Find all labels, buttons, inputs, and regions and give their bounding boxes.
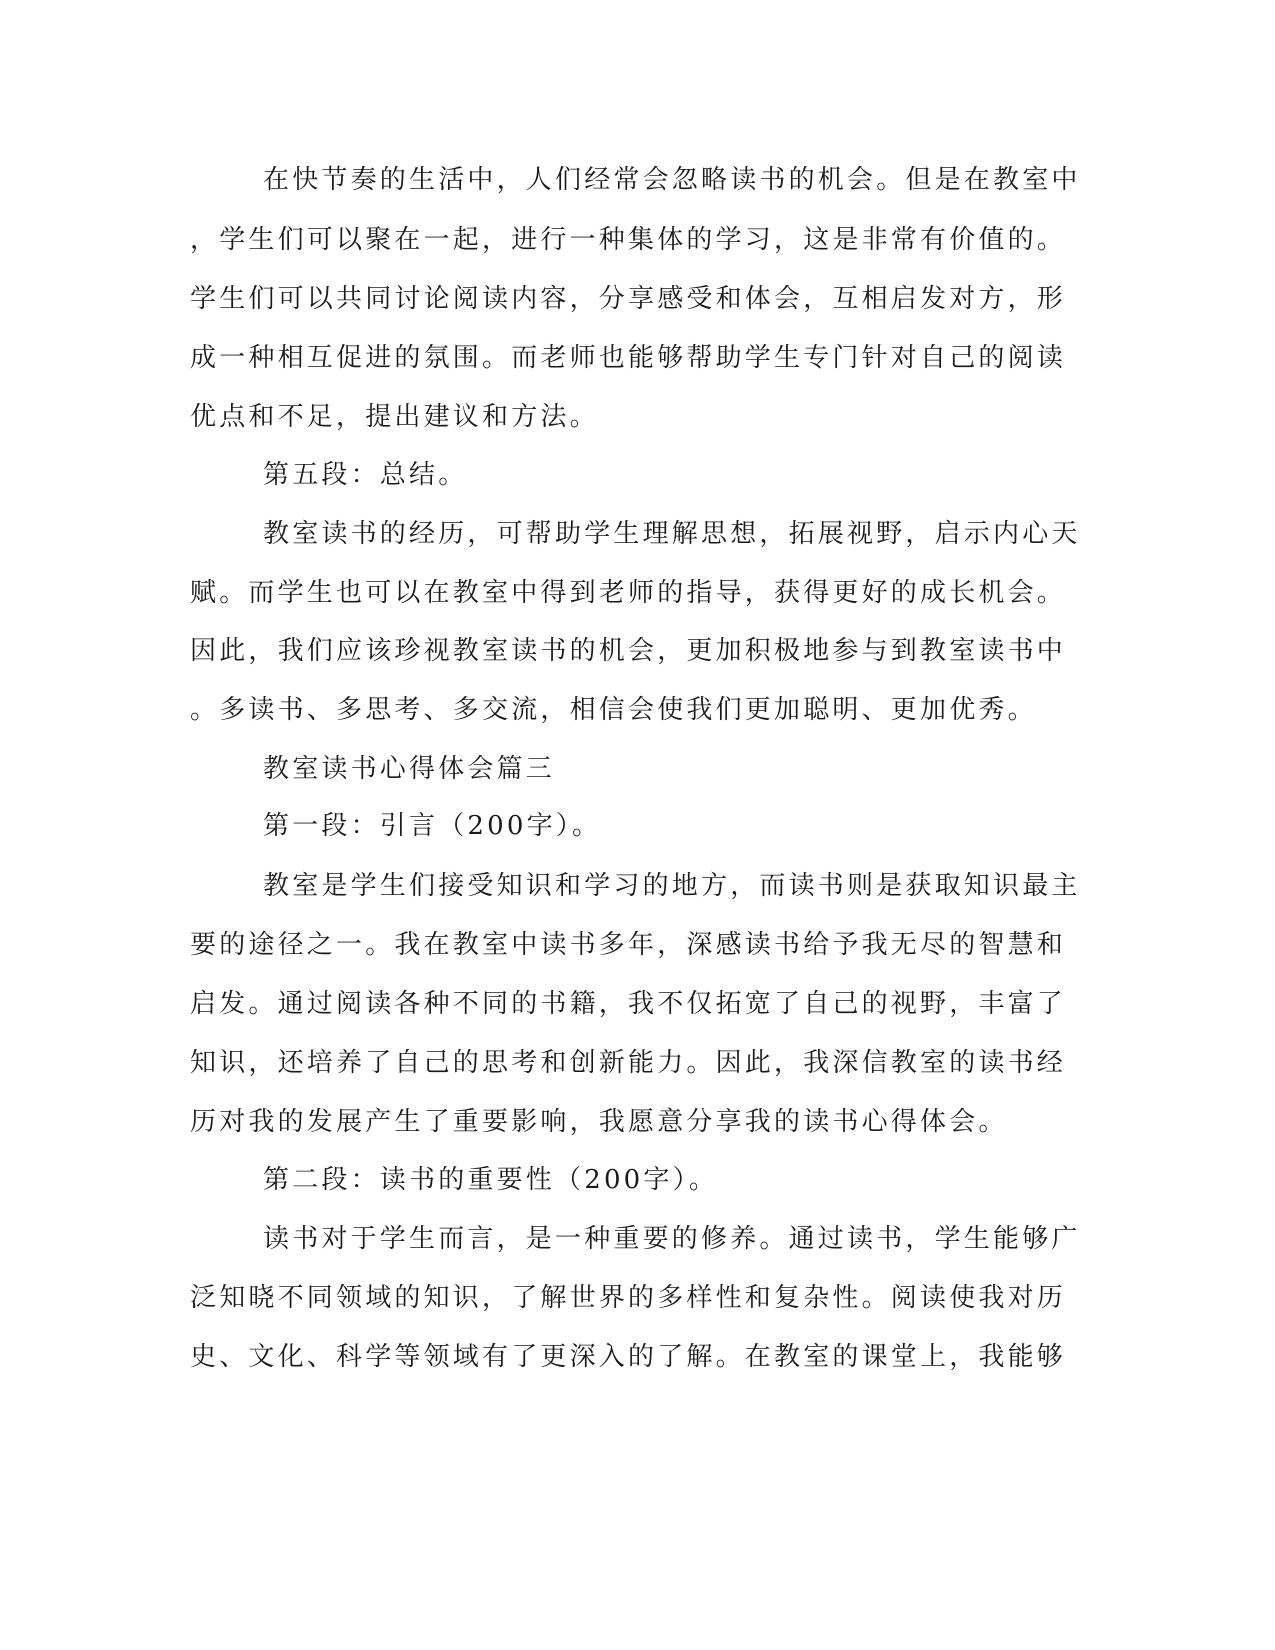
text-line: 因此，我们应该珍视教室读书的机会，更加积极地参与到教室读书中 [190, 636, 1067, 666]
text-line: 读书对于学生而言，是一种重要的修养。通过读书，学生能够广 [263, 1224, 1081, 1254]
article-title: 教室读书心得体会篇三 [263, 754, 556, 784]
section-heading: 第二段：读书的重要性（200字）。 [263, 1165, 719, 1195]
text-line: 史、文化、科学等领域有了更深入的了解。在教室的课堂上，我能够 [190, 1342, 1067, 1372]
text-line: 赋。而学生也可以在教室中得到老师的指导，获得更好的成长机会。 [190, 578, 1067, 608]
text-line: 。多读书、多思考、多交流，相信会使我们更加聪明、更加优秀。 [190, 695, 1037, 725]
text-line: 教室是学生们接受知识和学习的地方，而读书则是获取知识最主 [263, 871, 1081, 901]
text-line: 在快节奏的生活中，人们经常会忽略读书的机会。但是在教室中 [263, 165, 1081, 195]
section-heading: 第五段：总结。 [263, 460, 468, 490]
text-line: 教室读书的经历，可帮助学生理解思想，拓展视野，启示内心天 [263, 519, 1081, 549]
section-heading: 第一段：引言（200字）。 [263, 811, 602, 841]
text-line: 历对我的发展产生了重要影响，我愿意分享我的读书心得体会。 [190, 1107, 1008, 1137]
text-line: 要的途径之一。我在教室中读书多年，深感读书给予我无尽的智慧和 [190, 930, 1067, 960]
text-line: 知识，还培养了自己的思考和创新能力。因此，我深信教室的读书经 [190, 1048, 1067, 1078]
text-line: 成一种相互促进的氛围。而老师也能够帮助学生专门针对自己的阅读 [190, 343, 1067, 373]
text-line: 泛知晓不同领域的知识，了解世界的多样性和复杂性。阅读使我对历 [190, 1283, 1067, 1313]
text-line: 优点和不足，提出建议和方法。 [190, 402, 599, 432]
text-line: 学生们可以共同讨论阅读内容，分享感受和体会，互相启发对方，形 [190, 284, 1067, 314]
text-line: 启发。通过阅读各种不同的书籍，我不仅拓宽了自己的视野，丰富了 [190, 989, 1067, 1019]
text-line: ，学生们可以聚在一起，进行一种集体的学习，这是非常有价值的。 [190, 225, 1067, 255]
